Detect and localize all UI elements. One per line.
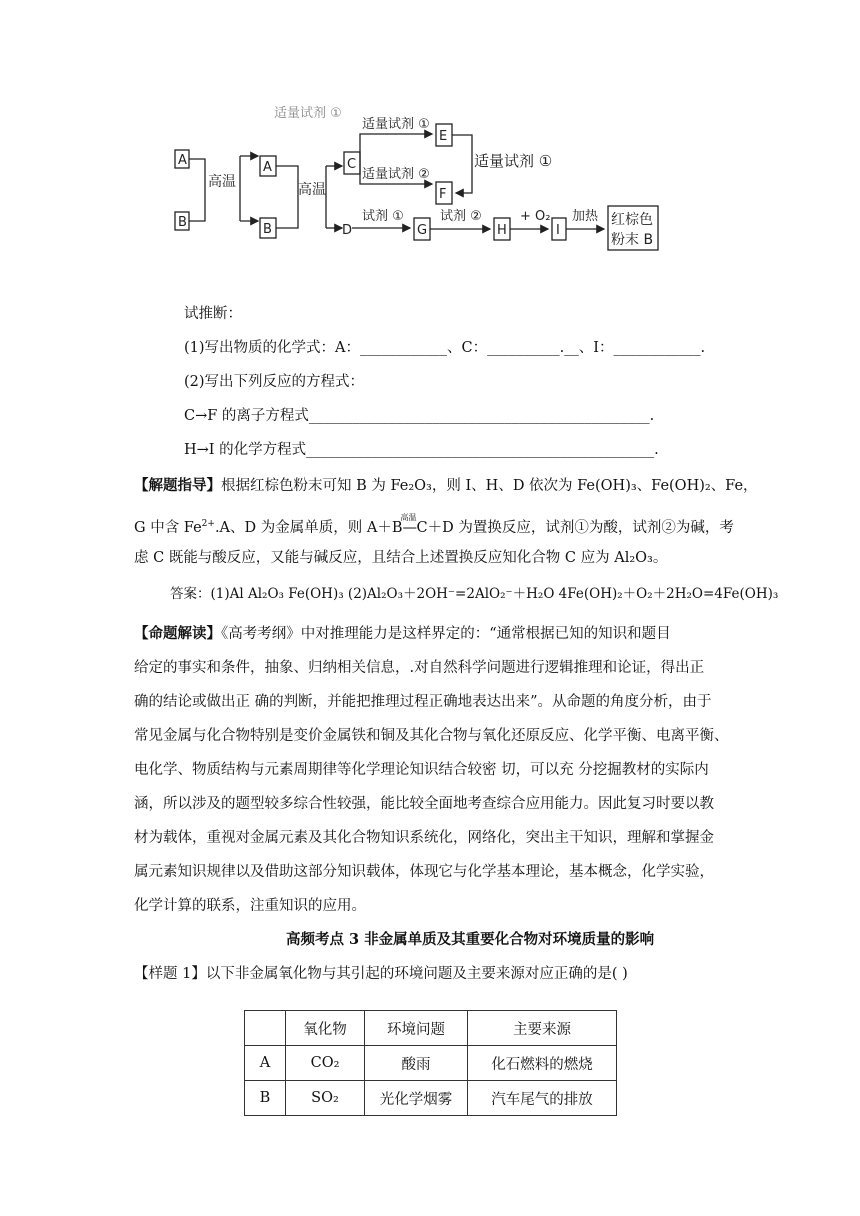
table-row xyxy=(245,1081,617,1116)
reagent1-ce-label: 适量试剂 ① xyxy=(362,117,430,132)
node-b-mid: B xyxy=(263,222,272,237)
node-f: F xyxy=(439,187,447,202)
question-2: (2)写出下列反应的方程式： xyxy=(184,374,365,390)
guide-line-1 xyxy=(134,476,758,496)
high-temp-label-1: 高温 xyxy=(208,174,236,190)
high-temp-over: 高温 xyxy=(400,512,417,522)
interpret-line-4: 常见金属与化合物特别是变价金属铁和铜及其化合物与氧化还原反应、化学平衡、电离平衡、 xyxy=(134,728,729,744)
interpret-line-1 xyxy=(134,624,671,644)
interpret-line-6: 涵，所以涉及的题型较多综合性较强，能比较全面地考查综合应用能力。因此复习时要以教 xyxy=(134,796,714,812)
guide-line-2 xyxy=(134,514,734,538)
guide-text-2c: C＋D 为置换反应，试剂①为酸，试剂②为碱，考 xyxy=(416,519,734,536)
node-a-mid: A xyxy=(263,160,272,175)
cut-label: 适量试剂 ① xyxy=(274,106,342,121)
fe-charge: 2+ xyxy=(201,519,215,529)
node-i: I xyxy=(556,223,560,238)
guide-text-2a: G 中含 Fe xyxy=(134,519,202,536)
reagent1-ef-label: 适量试剂 ① xyxy=(474,152,553,170)
node-b-left: B xyxy=(178,215,187,230)
example-question: 【样题 1】以下非金属氧化物与其引起的环境问题及主要来源对应正确的是( ) xyxy=(134,966,628,982)
reaction-arrow: 高温 — xyxy=(403,518,417,538)
question-2b: H→I 的化学方程式________________________________________________. xyxy=(184,442,659,458)
interpret-text-1: 《高考考纲》中对推理能力是这样界定的：“通常根据已知的知识和题目 xyxy=(221,626,671,642)
infer-heading: 试推断： xyxy=(184,306,242,322)
interpret-line-9: 化学计算的联系，注重知识的应用。 xyxy=(134,898,366,914)
final-line-2: 粉末 B xyxy=(611,232,654,248)
node-e: E xyxy=(439,129,448,144)
table-cell: 化石燃料的燃烧 xyxy=(468,1046,617,1081)
table-header-cell: 氧化物 xyxy=(286,1011,365,1046)
o2-label: + O₂ xyxy=(520,209,551,224)
node-h: H xyxy=(497,223,507,238)
table-cell: 光化学烟雾 xyxy=(365,1081,468,1116)
table-cell: SO₂ xyxy=(286,1081,365,1116)
table-row xyxy=(245,1046,617,1081)
table-cell: B xyxy=(245,1081,286,1116)
node-g: G xyxy=(417,223,428,238)
high-temp-label-2: 高温 xyxy=(298,182,326,198)
guide-line-3: 虑 C 既能与酸反应，又能与碱反应，且结合上述置换反应知化合物 C 应为 Al₂O₃。 xyxy=(134,550,668,566)
node-a: A xyxy=(178,153,187,168)
flow-diagram xyxy=(170,104,670,264)
table-header-cell: 环境问题 xyxy=(365,1011,468,1046)
node-c: C xyxy=(347,157,357,172)
reagent2-gh-label: 试剂 ② xyxy=(440,209,482,224)
interpret-line-3: 确的结论或做出正 确的判断，并能把推理过程正确地表达出来”。从命题的角度分析，由于 xyxy=(134,694,712,710)
answer-line: 答案：(1)Al Al₂O₃ Fe(OH)₃ (2)Al₂O₃＋2OH⁻=2AlO₂⁻＋H₂O 4Fe(OH)₂＋O₂＋2H₂O=4Fe(OH)₃ xyxy=(170,586,779,602)
question-2a: C→F 的离子方程式_______________________________________________. xyxy=(184,408,655,424)
interpret-line-5: 电化学、物质结构与元素周期律等化学理论知识结合较密 切，可以充 分挖掘教材的实际内 xyxy=(134,762,709,778)
guide-label: 【解题指导】 xyxy=(134,477,221,494)
interpret-line-7: 材为载体，重视对金属元素及其化合物知识系统化，网络化，突出主干知识，理解和掌握金 xyxy=(134,830,714,846)
interpret-label: 【命题解读】 xyxy=(134,625,221,642)
interpret-line-8: 属元素知识规律以及借助这部分知识载体，体现它与化学基本理论，基本概念，化学实验， xyxy=(134,864,714,880)
final-line-1: 红棕色 xyxy=(611,212,653,228)
table-cell: 酸雨 xyxy=(365,1046,468,1081)
reagent1-dg-label: 试剂 ① xyxy=(362,209,404,224)
guide-text-2b: .A、D 为金属单质，则 A＋B xyxy=(214,519,403,536)
reagent2-cf-label: 适量试剂 ② xyxy=(362,167,430,182)
oxide-table xyxy=(244,1010,617,1116)
guide-text-1: 根据红棕色粉末可知 B 为 Fe₂O₃，则 I、H、D 依次为 Fe(OH)₃、Fe(OH)₂、Fe， xyxy=(221,478,758,494)
heat-label: 加热 xyxy=(572,209,599,224)
table-cell: 汽车尾气的排放 xyxy=(468,1081,617,1116)
table-header-cell xyxy=(245,1011,286,1046)
node-d: D xyxy=(342,223,353,238)
table-header-row xyxy=(245,1011,617,1046)
interpret-line-2: 给定的事实和条件，抽象、归纳相关信息，.对自然科学问题进行逻辑推理和论证，得出正 xyxy=(134,660,705,676)
table-cell: A xyxy=(245,1046,286,1081)
section-title: 高频考点 3 非金属单质及其重要化合物对环境质量的影响 xyxy=(286,931,655,948)
table-header-cell: 主要来源 xyxy=(468,1011,617,1046)
table-cell: CO₂ xyxy=(286,1046,365,1081)
question-1: (1)写出物质的化学式：A：____________、C：__________.__、I：____________. xyxy=(184,340,706,356)
